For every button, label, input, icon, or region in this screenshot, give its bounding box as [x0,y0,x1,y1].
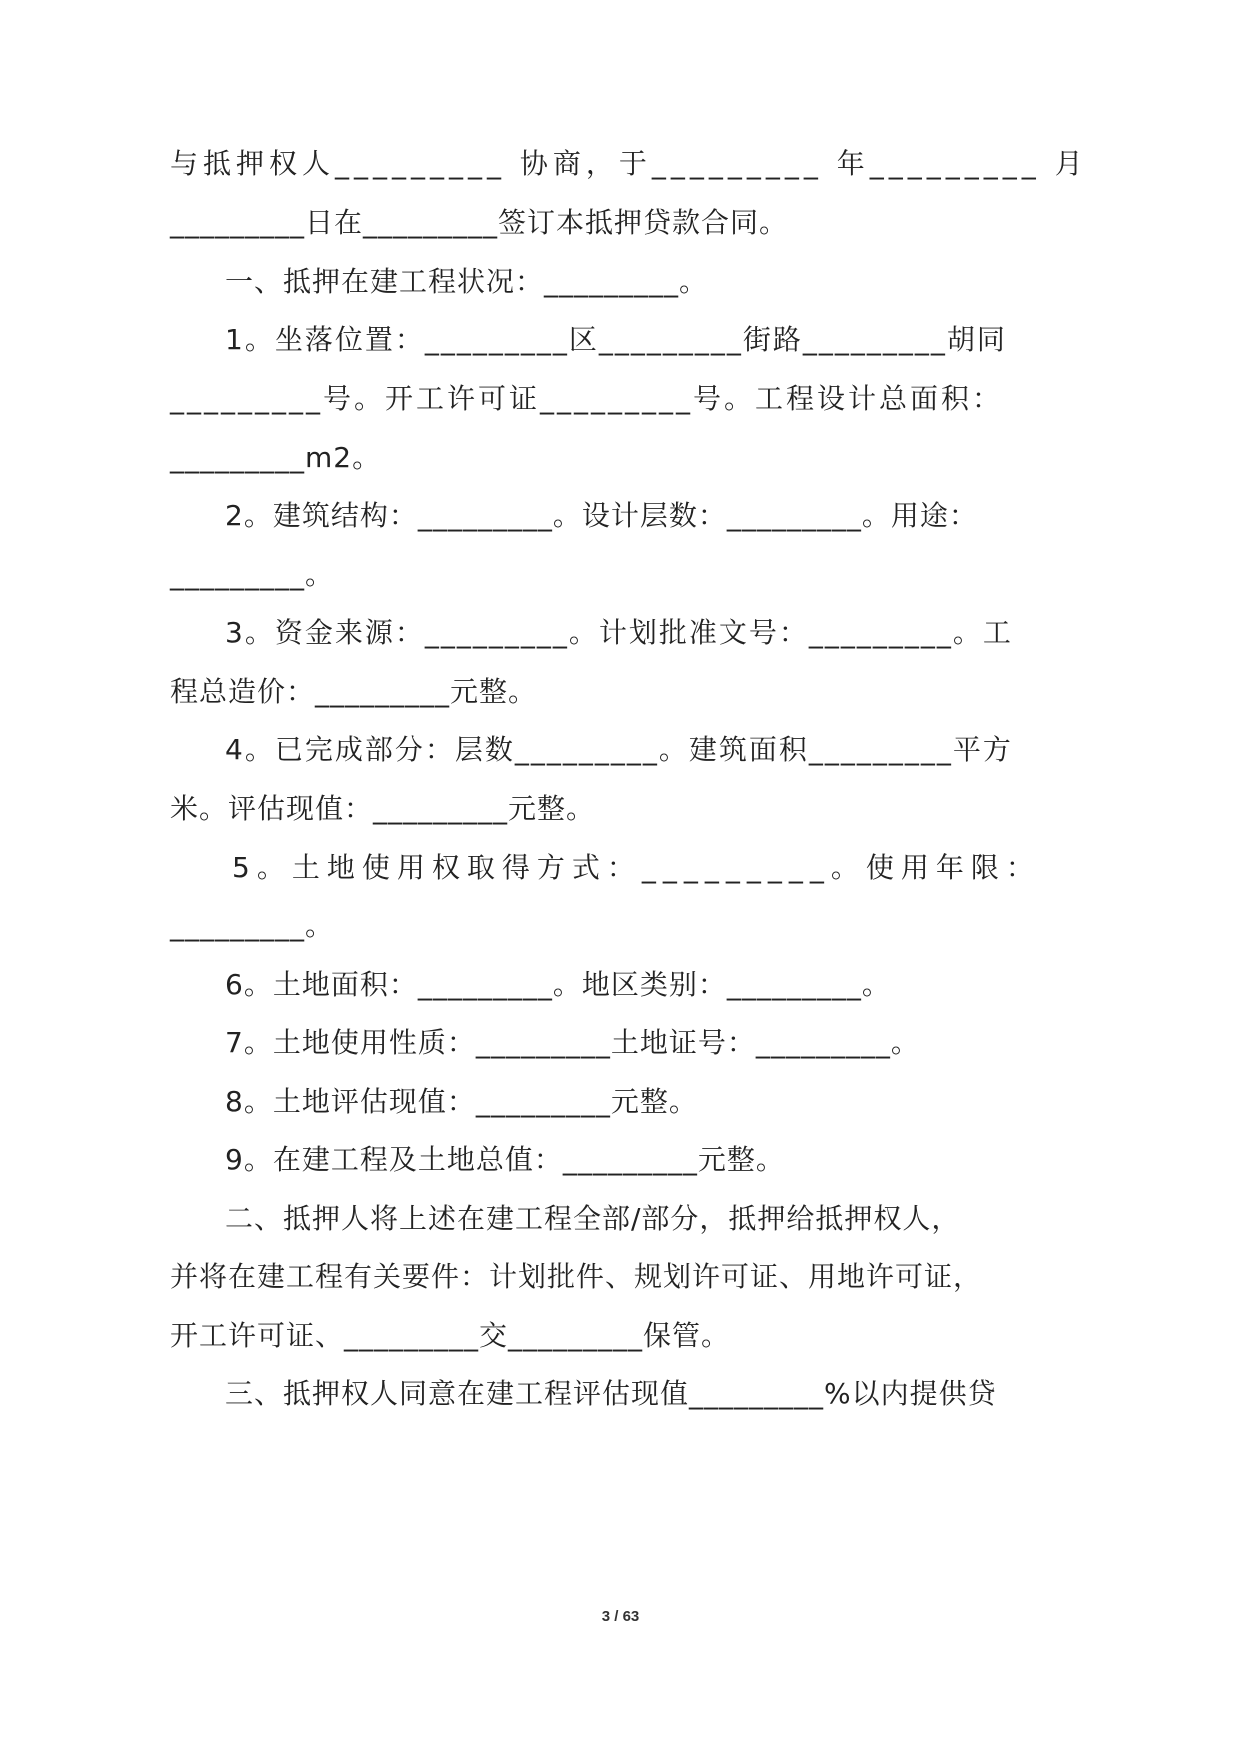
text-line-19: 二、抵押人将上述在建工程全部/部分，抵押给抵押权人， [225,1202,961,1235]
text-line-1: 与抵押权人_________ 协商，于_________ 年_________ 月 [170,147,1088,180]
text-line-14: _________。 [170,909,335,942]
text-line-18: 9。在建工程及土地总值：_________元整。 [225,1143,785,1176]
text-line-20: 并将在建工程有关要件：计划批件、规划许可证、用地许可证， [170,1260,983,1293]
page-number: 3 / 63 [601,1608,640,1625]
text-line-5: _________号。开工许可证_________号。工程设计总面积： [170,382,1004,415]
text-line-10: 程总造价：_________元整。 [170,675,538,708]
text-line-7: 2。建筑结构：_________。设计层数：_________。用途： [225,499,978,532]
text-line-2: _________日在_________签订本抵押贷款合同。 [170,206,789,239]
text-line-6: _________m2。 [170,441,382,474]
text-line-22: 三、抵押权人同意在建工程评估现值_________%以内提供贷 [225,1377,997,1410]
text-line-13: 5。土地使用权取得方式：_________。使用年限： [232,851,1041,884]
text-line-15: 6。土地面积：_________。地区类别：_________。 [225,968,891,1001]
text-line-21: 开工许可证、_________交_________保管。 [170,1319,731,1352]
text-line-9: 3。资金来源：_________。计划批准文号：_________。工 [225,616,1013,649]
text-line-4: 1。坐落位置：_________区_________街路_________胡同 [225,323,1007,356]
text-line-17: 8。土地评估现值：_________元整。 [225,1085,698,1118]
text-line-11: 4。已完成部分：层数_________。建筑面积_________平方 [225,733,1013,766]
text-line-16: 7。土地使用性质：_________土地证号：_________。 [225,1026,920,1059]
text-line-12: 米。评估现值：_________元整。 [170,792,596,825]
text-line-3: 一、抵押在建工程状况：_________。 [225,265,709,298]
text-line-8: _________。 [170,558,335,591]
